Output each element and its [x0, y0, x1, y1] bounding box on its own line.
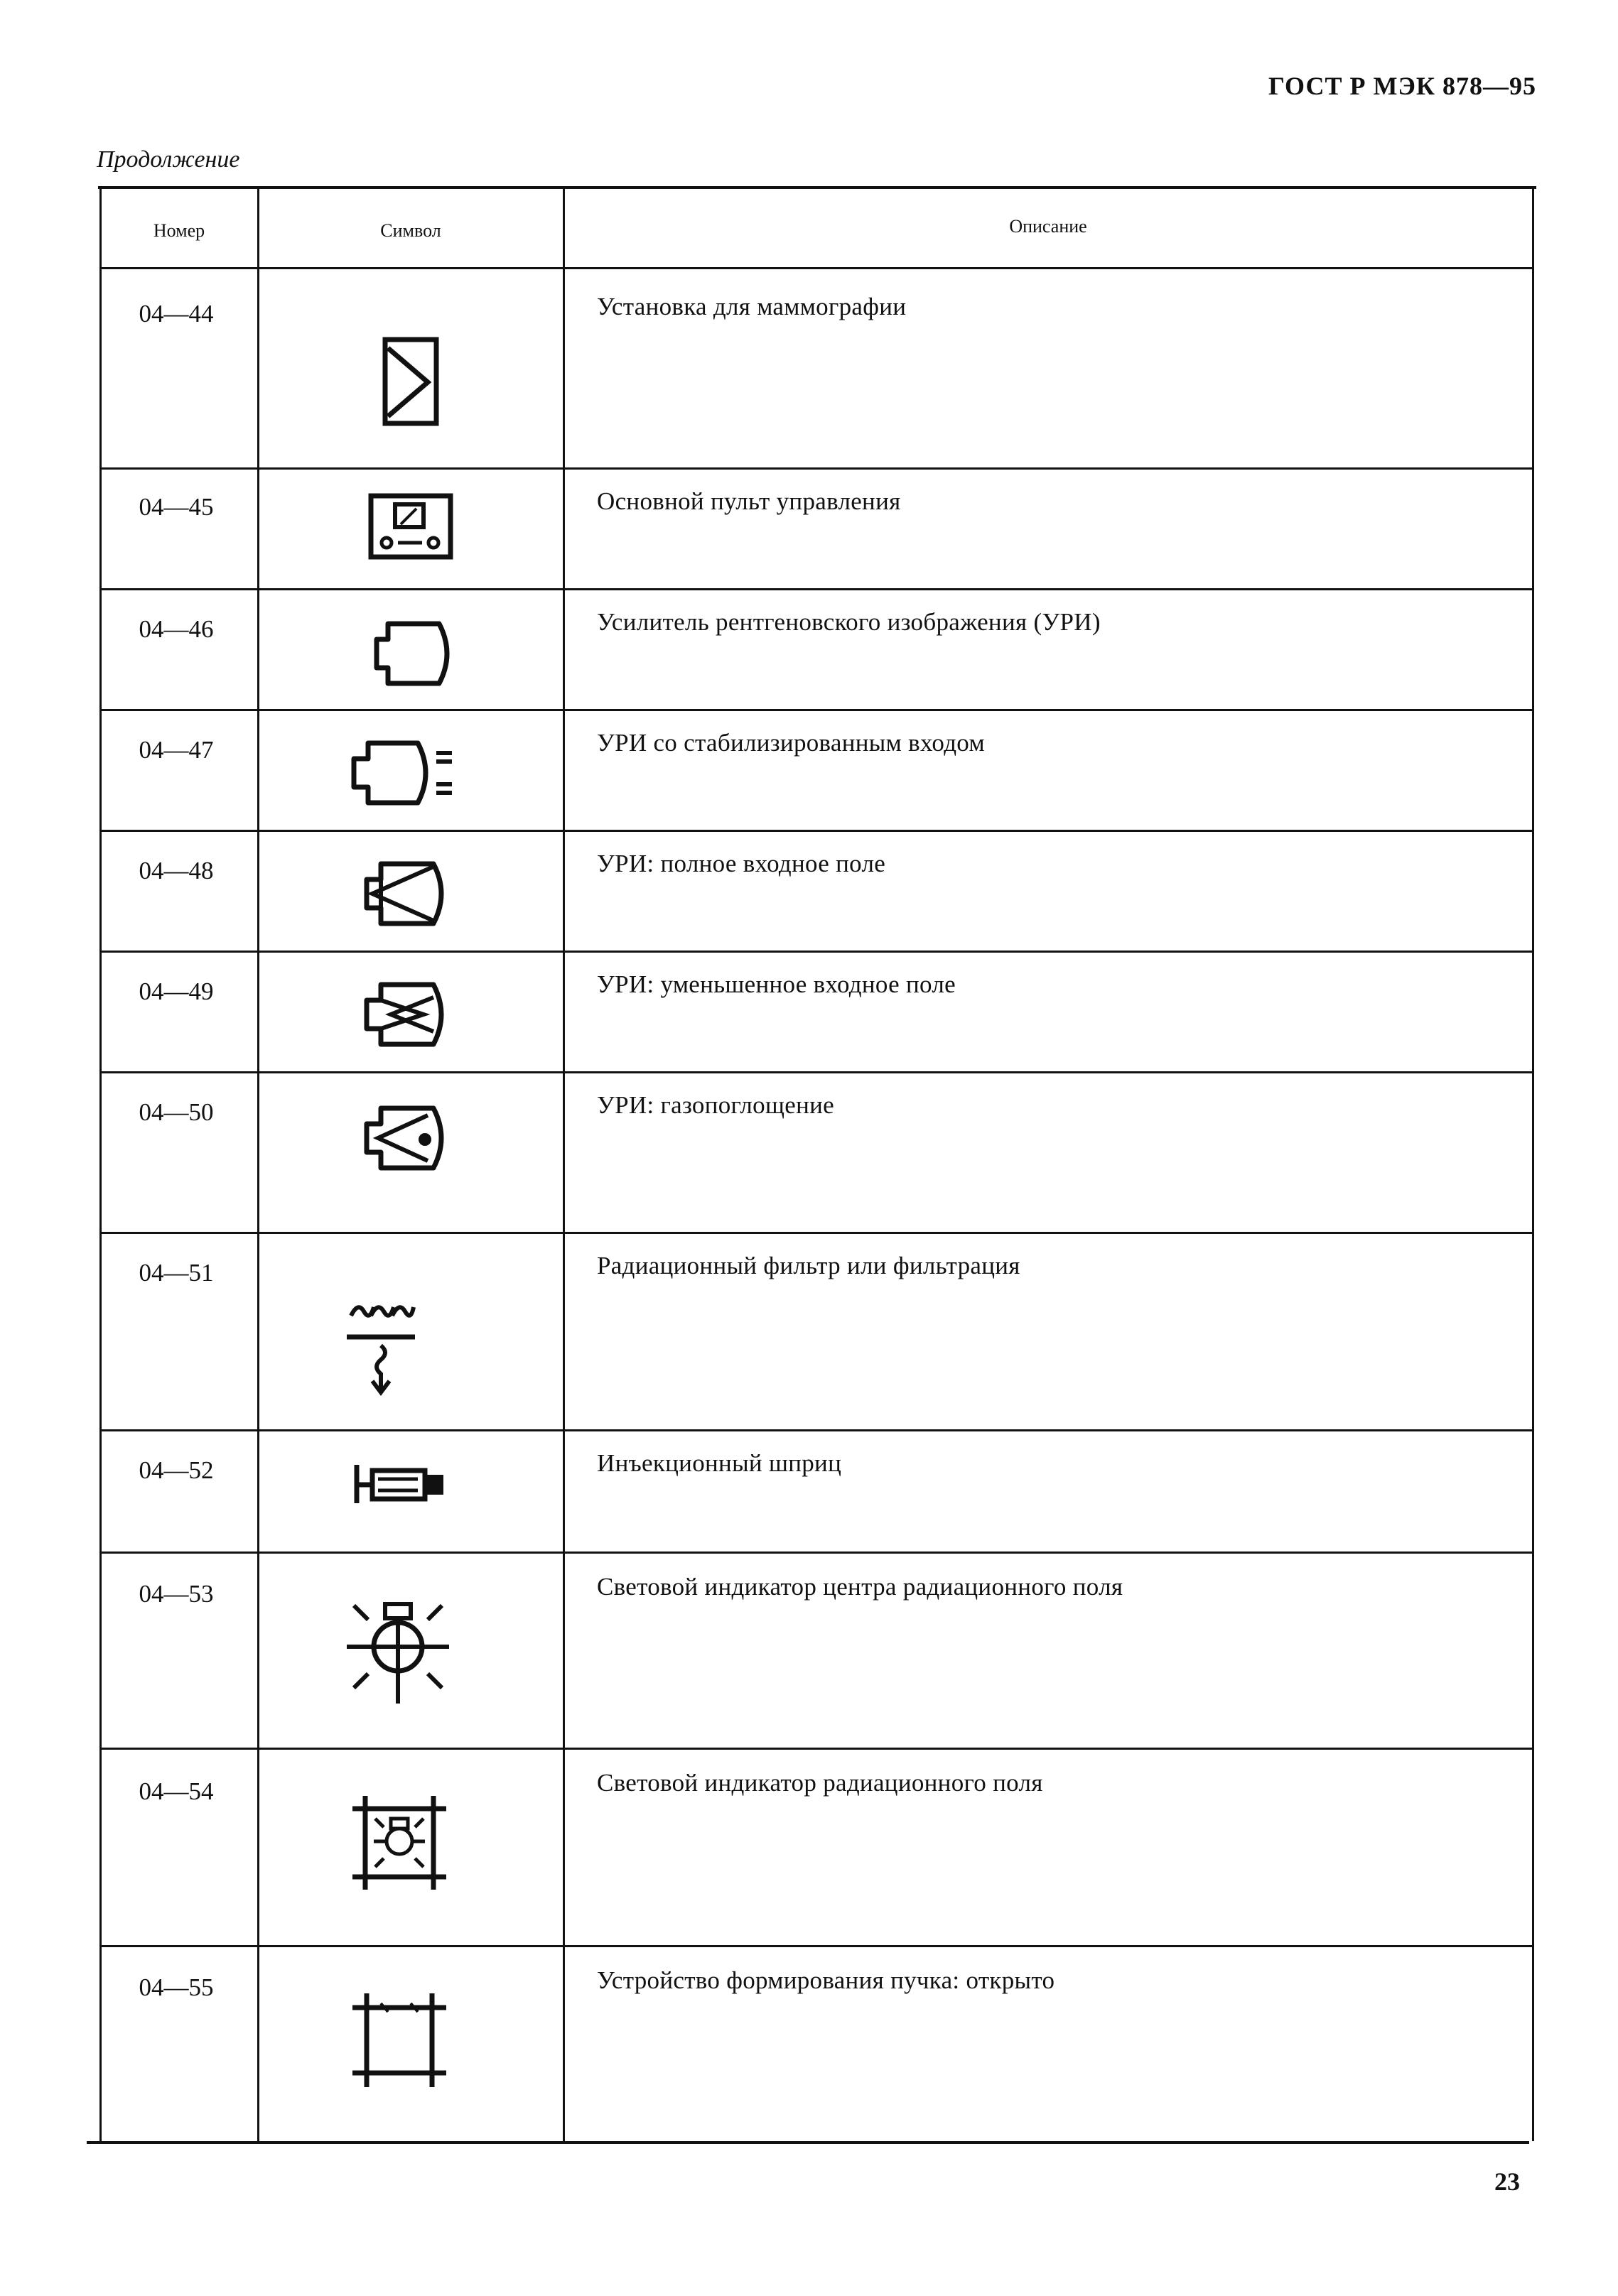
- row-separator: [99, 467, 1532, 470]
- column-divider-2: [563, 186, 565, 2141]
- control-console-icon: [367, 492, 459, 563]
- header-rule: [99, 267, 1532, 269]
- row-description: Основной пульт управления: [597, 487, 901, 515]
- beam-limiter-open-icon: [350, 1991, 449, 2090]
- row-number: 04—47: [139, 736, 214, 764]
- row-separator: [99, 1232, 1532, 1234]
- row-description: Световой индикатор радиационного поля: [597, 1769, 1043, 1797]
- row-separator: [99, 830, 1532, 832]
- column-header-description: Описание: [1009, 216, 1087, 237]
- row-number: 04—49: [139, 978, 214, 1005]
- row-number: 04—45: [139, 493, 214, 521]
- table-right-rule: [1532, 186, 1534, 2141]
- column-divider-1: [257, 186, 259, 2141]
- field-center-light-icon: [341, 1597, 455, 1711]
- row-description: УРИ: газопоглощение: [597, 1091, 834, 1119]
- row-separator: [99, 1071, 1532, 1073]
- table-left-rule: [99, 186, 102, 2141]
- row-description: Радиационный фильтр или фильтрация: [597, 1252, 1020, 1279]
- row-description: УРИ: полное входное поле: [597, 850, 886, 877]
- row-separator: [99, 951, 1532, 953]
- row-separator: [99, 709, 1532, 711]
- row-number: 04—50: [139, 1098, 214, 1126]
- row-number: 04—53: [139, 1580, 214, 1608]
- symbols-table: [94, 186, 1536, 2147]
- row-description: Световой индикатор центра радиационного поля: [597, 1573, 1123, 1601]
- field-light-indicator-icon: [350, 1793, 449, 1892]
- row-number: 04—54: [139, 1777, 214, 1805]
- table-bottom-rule: [87, 2141, 1529, 2144]
- row-number: 04—44: [139, 300, 214, 327]
- row-number: 04—55: [139, 1973, 214, 2001]
- row-number: 04—51: [139, 1259, 214, 1287]
- row-separator: [99, 1945, 1532, 1947]
- syringe-icon: [350, 1456, 456, 1513]
- row-description: Установка для маммографии: [597, 293, 907, 320]
- row-description: УРИ: уменьшенное входное поле: [597, 970, 956, 998]
- page-number: 23: [1494, 2167, 1520, 2196]
- column-header-symbol: Символ: [380, 220, 441, 241]
- row-number: 04—46: [139, 615, 214, 643]
- intensifier-reduced-field-icon: [357, 979, 456, 1050]
- row-description: Устройство формирования пучка: открыто: [597, 1966, 1055, 1994]
- row-description: УРИ со стабилизированным входом: [597, 729, 985, 757]
- row-separator: [99, 1429, 1532, 1431]
- image-intensifier-icon: [368, 618, 460, 689]
- row-number: 04—52: [139, 1456, 214, 1484]
- row-separator: [99, 588, 1532, 590]
- intensifier-stabilized-input-icon: [344, 737, 465, 808]
- table-top-rule: [98, 186, 1536, 189]
- intensifier-getter-icon: [357, 1103, 456, 1174]
- row-separator: [99, 1748, 1532, 1750]
- row-number: 04—48: [139, 857, 214, 884]
- column-header-number: Номер: [153, 220, 205, 241]
- document-code: ГОСТ Р МЭК 878—95: [1268, 72, 1536, 100]
- intensifier-full-field-icon: [357, 858, 456, 929]
- continuation-label: Продолжение: [97, 146, 240, 173]
- row-separator: [99, 1552, 1532, 1554]
- row-description: Инъекционный шприц: [597, 1449, 842, 1477]
- row-description: Усилитель рентгеновского изображения (УРИ): [597, 608, 1101, 636]
- mammography-unit-icon: [381, 335, 445, 428]
- radiation-filter-icon: [343, 1294, 421, 1401]
